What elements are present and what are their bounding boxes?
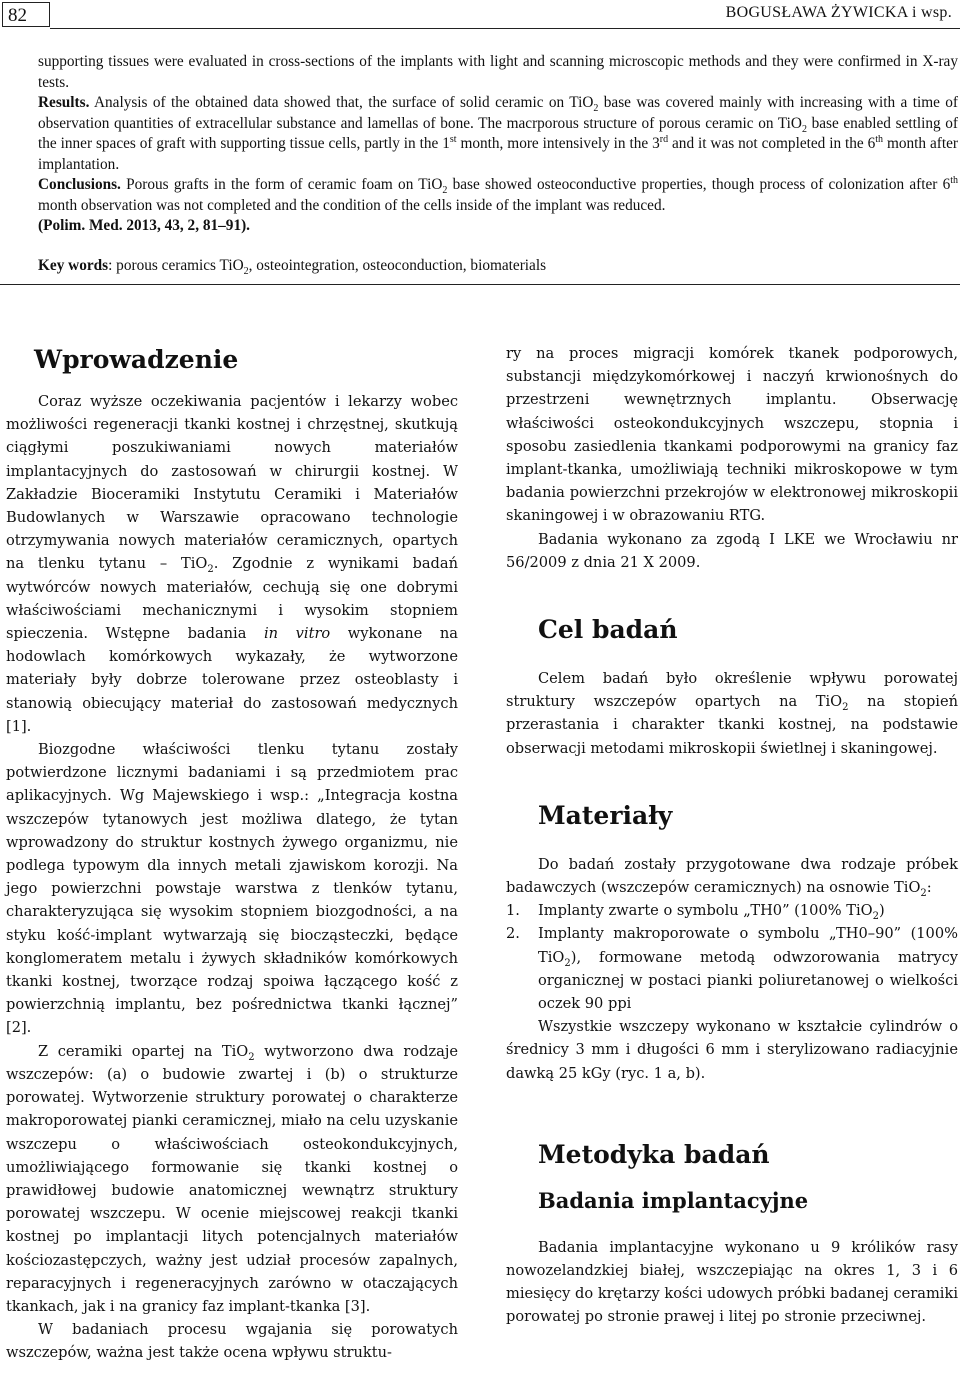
materials-paragraph: Do badań zostały przygotowane dwa rodzaje próbek badawczych (wszczepów ceramicznych) na osnowie TiO$_2$: bbox=[506, 855, 958, 899]
ethics-statement: Badania wykonano za zgodą I LKE we Wrocławiu nr 56/2009 z dnia 21 X 2009. bbox=[506, 530, 958, 571]
abstract-results: Results. Analysis of the obtained data showed that, the surface of solid ceramic on TiO$_2$ base was covered mainly with increasing with a time of observation quantities of extracellular substance and lamellas of bone. The macrporous structure of porous ceramic on TiO$_2$ base enabled settling of the inner spaces of graft with supporting tissue cells, partly in the 1st month, more intensively in the 3rd and it was not completed in the 6th month after implantation. bbox=[38, 94, 959, 173]
aim-paragraph: Celem badań było określenie wpływu porowatej struktury wszczepów opartych na TiO$_2$ na stopień przerastania i charakter tkanki kostnej, na podstawie obserwacji metodami mikroskopii świetlnej i skaningowej. bbox=[506, 670, 958, 757]
abstract-rule bbox=[0, 284, 960, 285]
section-title-aim: Cel badań bbox=[538, 615, 678, 645]
page-number: 82 bbox=[2, 2, 50, 27]
intro-paragraph-1: Coraz wyższe oczekiwania pacjentów i lekarzy wobec możliwości regeneracji tkanki kostnej i chrzęstnej, skutkują ciągłymi poszukiwaniami nowych materiałów implantacyjnych do zastosowań w chirurgii kostnej. W Zakładzie Bioceramiki Instytutu Ceramiki i Materiałów Budowlanych w Warszawie opracowano technologie otrzymywania nowych materiałów ceramicznych, opartych na tlenku tytanu – TiO$_2$. Zgodnie z wynikami badań wytwórców nowych materiałów, cechują się one dobrymi właściwościami mechanicznymi i wysokim stopniem spieczenia. Wstępne badania in vitro wykonane na hodowlach komórkowych wykazały, że wytworzone materiały były dobrze tolerowane przez osteoblasty i stanowią obiecujący materiał do zastosowań medycznych [1]. bbox=[6, 393, 458, 735]
implantation-paragraph: Badania implantacyjne wykonano u 9 królików rasy nowozelandzkiej białej, wszczepiając na okres 1, 3 i 6 miesięcy do krętarzy kości udowych próbki badanej ceramiki porowatej po stronie prawej i litej po stronie przeciwnej. bbox=[506, 1238, 958, 1326]
subsection-title-implantation: Badania implantacyjne bbox=[538, 1187, 809, 1213]
section-title-introduction: Wprowadzenie bbox=[34, 345, 239, 374]
materials-paragraph-2: Wszystkie wszczepy wykonano w kształcie cylindrów o średnicy 3 mm i długości 6 mm i sterylizowano radiacyjnie dawką 25 kGy (ryc. 1 a, b). bbox=[506, 1018, 958, 1082]
section-title-methods: Metodyka badań bbox=[538, 1139, 770, 1169]
list-item: 1. Implanty zwarte o symbolu „TH0” (100% TiO$_2$) bbox=[506, 902, 885, 923]
keywords: Key words: porous ceramics TiO$_2$, osteointegration, osteoconduction, biomaterials bbox=[38, 257, 547, 278]
list-item: 2. Implanty makroporowate o symbolu „TH0–90” (100% TiO$_2$), formowane metodą odwzorowania matrycy organicznej w postaci pianki poliuretanowej o wielkości oczek 90 ppi bbox=[506, 925, 958, 1013]
citation: (Polim. Med. 2013, 43, 2, 81–91). bbox=[38, 217, 251, 234]
intro-paragraph-2: Biozgodne właściwości tlenku tytanu zostały potwierdzone licznymi badaniami i są przedmiotem prac aplikacyjnych. Wg Majewskiego i wsp.: „Integracja kostna wszczepów tytanowych jest możliwa dlatego, że tytan wprowadzony do struktur kostnych żywego organizmu, nie podlega typowym dla innych metali zjawiskom korozji. Na jego powierzchni powstaje warstwa z tlenków tytanu, charakteryzująca się wysokim stopniem biozgodności, a na styku kość-implant wytwarzają się biocząsteczki, będące konglomeratem metalu i żywych składników komórkowych tkanki kostnej, tworzące rodzaj spoiwa łączącego kość z powierzchnią implantu, bez pośrednictwa tkanki łącznej” [2]. bbox=[6, 741, 458, 1037]
abstract bbox=[38, 52, 958, 237]
running-head: BOGUSŁAWA ŻYWICKA i wsp. bbox=[725, 4, 952, 21]
intro-paragraph-3: Z ceramiki opartej na TiO$_2$ wytworzono dwa rodzaje wszczepów: (a) o budowie zwartej i (b) o strukturze porowatej. Wytworzenie struktury porowatej o charakterze makroporowatej pianki ceramicznej, miało na celu uzyskanie wszczepu o właściwościach osteokondukcyjnych, umożliwiającego formowanie się tkanki kostnej o prawidłowej budowie anatomicznej wewnątrz struktury porowatej wszczepu. W ocenie miejscowej reakcji tkanki kostnej po implantacji litych potencjalnych materiałów kościozastępczych, ważny jest udział procesów zapalnych, reparacyjnych i regeneracyjnych zarówno w otaczających tkankach, jak i na granicy faz implant-tkanka [3]. bbox=[6, 1042, 459, 1315]
right-column bbox=[506, 342, 958, 1329]
section-title-materials: Materiały bbox=[538, 800, 673, 830]
left-column bbox=[6, 342, 458, 1365]
implant-list bbox=[506, 899, 958, 1015]
intro-paragraph-continued: ry na proces migracji komórek tkanek podporowych, substancji międzykomórkowej i naczyń krwionośnych do przestrzeni wewnętrznych implantu. Obserwację właściwości osteokondukcyjnych wszczepu, stopnia i sposobu zasiedlenia tkankami podporowymi na granicy faz implant-tkanka, umożliwiają techniki mikroskopowe w tym badania powierzchni przekrojów w elektronowej mikroskopii skaningowej i w obrazowaniu RTG. bbox=[506, 345, 958, 525]
abstract-methods-tail: supporting tissues were evaluated in cross-sections of the implants with light and scanning microscopic methods and they were confirmed in X-ray tests. bbox=[38, 53, 958, 91]
abstract-conclusions: Conclusions. Porous grafts in the form of ceramic foam on TiO$_2$ base showed osteoconductive properties, though process of colonization after 6th month observation was not completed and the condition of the cells inside of the implant was reduced. (Polim. Med. 2013, 43, 2, 81–91). bbox=[38, 174, 959, 234]
header-rule bbox=[50, 28, 960, 29]
intro-paragraph-4: W badaniach procesu wgajania się porowatych wszczepów, ważna jest także ocena wpływu struktu- bbox=[6, 1321, 458, 1362]
